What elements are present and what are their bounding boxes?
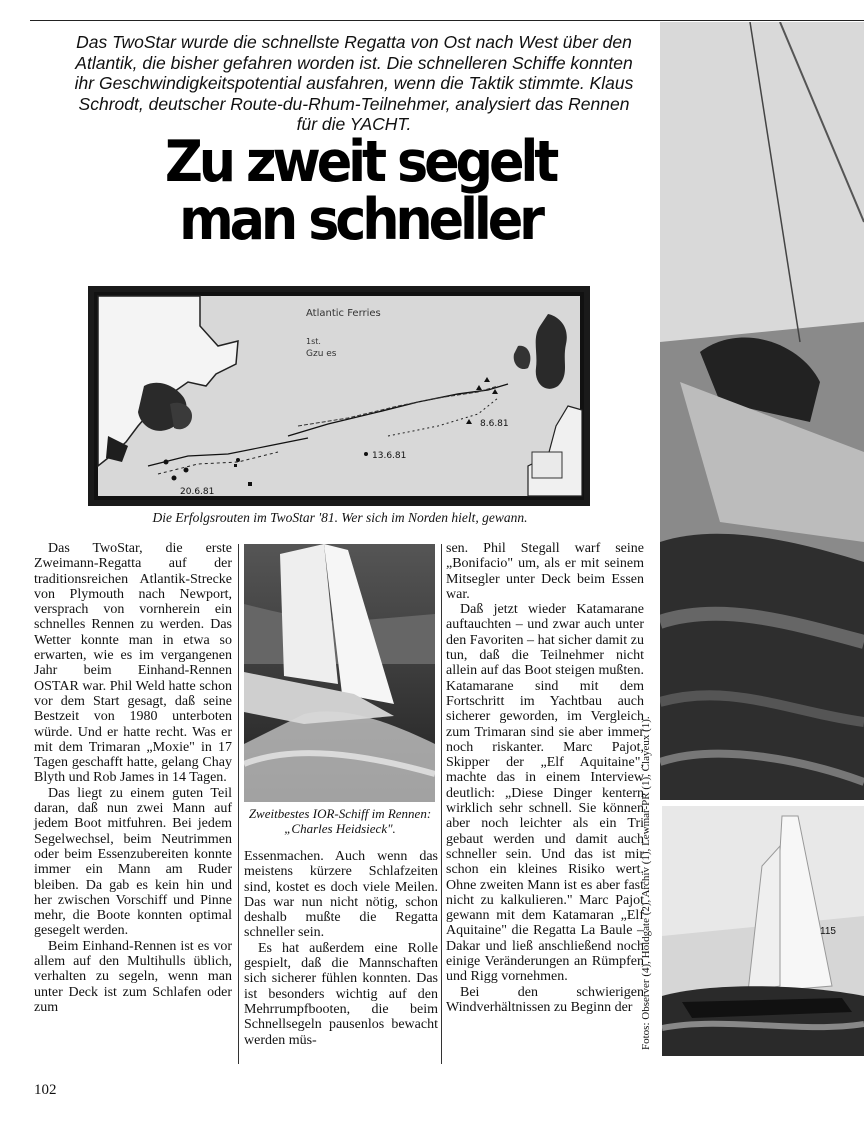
paragraph: Beim Einhand-Rennen ist es vor allem auf den Multihulls üblich, verhalten zu segeln, wenn man unter Deck ist zum Schlafen oder zum	[34, 938, 232, 1015]
map-date-2: 13.6.81	[372, 451, 407, 461]
column-divider	[441, 544, 442, 1064]
map-label-mid2: Gzu es	[306, 349, 337, 359]
paragraph: sen. Phil Stegall warf seine „Bonifacio" um, als er mit seinem Mitsegler unter Deck beim Essen war.	[446, 541, 644, 602]
headline-line-2: man schneller	[179, 187, 541, 253]
top-rule	[30, 20, 864, 21]
paragraph: Das liegt zu einem guten Teil daran, daß nun zwei Mann auf jedem Boot mitfuhren. Bei jedem Segelwechsel, beim Neutrimmen oder beim Essenzubereiten konnte immer ein Mann am Ruder bleiben. Da gab es kein hin und her zwischen Vorschiff und Pinne mehr, die Boote konnten optimal gesegelt werden.	[34, 785, 232, 939]
sailboat-photo	[244, 544, 435, 802]
photo-credit: Fotos: Observer (4), Holdgate (2), Archiv (1), Lewmar-PR (1), Clayeux (1).	[640, 716, 652, 1050]
article-column-3	[446, 541, 644, 1015]
paragraph: Daß jetzt wieder Katamarane auftauchten – und zwar auch unter den Favoriten – hat sicher damit zu tun, daß die Teilnehmer nicht allein auf das Boot steigen mußten. Katamarane sind mit dem Fortschritt im Yachtbau auch sicherer geworden, im Vergleich zum Trimaran sind sie aber immer noch riskanter. Marc Pajot, Skipper der „Elf Aquitaine", machte das in einem Interview deutlich: „Diese Dinger kentern wirklich sehr schnell. Sie können aber noch leichter als ein Tri gebaut werden und damit auch schneller sein. Und das ist mir schon ein kleines Risiko wert. Ohne zweiten Mann ist es aber fast nicht zu kalkulieren." Marc Pajot gewann mit dem Katamaran „Elf Aquitaine" die Regatta La Baule – Dakar und ließ anschließend noch einige Veränderungen an Rümpfen und Rigg vornehmen.	[446, 602, 644, 985]
paragraph: Bei den schwierigen Windverhältnissen zu Beginn der	[446, 984, 644, 1015]
article-column-1	[34, 541, 232, 1015]
article-column-2	[244, 849, 438, 1048]
route-map-photo	[88, 286, 590, 506]
map-caption: Die Erfolgsrouten im TwoStar '81. Wer sich im Norden hielt, gewann.	[152, 510, 528, 525]
map-label-top: Atlantic Ferries	[306, 308, 381, 319]
photo-caption: Zweitbestes IOR-Schiff im Rennen: „Charles Heidsieck".	[248, 806, 432, 836]
catamaran-photo	[660, 22, 864, 800]
paragraph: Das TwoStar, die erste Zweimann-Regatta auf der traditionsreichen Atlantik-Strecke von Plymouth nach Newport, versprach von vornherein ein schnelles Rennen zu werden. Das Wetter konnte man in etwa so erwarten, wie es im vergangenen Jahr beim Einhand-Rennen OSTAR war. Phil Weld hatte schon vor dem Start gesagt, daß seine Bestzeit von 1980 unterboten würde. Und er hatte recht. Was er mit dem Trimaran „Moxie" in 17 Tagen geschafft hatte, gelang Chay Blyth und Rob James in 14 Tagen.	[34, 541, 232, 786]
map-date-3: 20.6.81	[180, 487, 215, 497]
page-number: 102	[34, 1082, 57, 1098]
sail-number: 115	[820, 926, 836, 937]
headline-line-1: Zu zweit segelt	[164, 129, 556, 195]
map-label-mid1: 1st.	[306, 337, 321, 346]
catamaran-racing-photo	[662, 806, 864, 1056]
paragraph: Es hat außerdem eine Rolle gespielt, daß die Mannschaften sich sicherer fühlen konnten. Das ist besonders wichtig auf den Mehrrumpfbooten, die beim Schnellsegeln pausenlos bewacht werden müs-	[244, 940, 438, 1048]
intro-text: Das TwoStar wurde die schnellste Regatta von Ost nach West über den Atlantik, die bisher gefahren worden ist. Die schnelleren Schiffe konnten ihr Geschwindigkeitspotential ausfahren, wenn die Taktik stimmte. Klaus Schrodt, deutscher Route-du-Rhum-Teilnehmer, analysiert das Rennen für die YACHT.	[74, 32, 634, 134]
map-date-1: 8.6.81	[480, 419, 509, 429]
paragraph: Essenmachen. Auch wenn das meistens kürzere Schlafzeiten sind, kostet es doch viele Meilen. Das war nun nicht nötig, schon deshalb mußte die Regatta schneller sein.	[244, 849, 438, 941]
headline	[139, 129, 581, 253]
column-divider	[238, 544, 239, 1064]
